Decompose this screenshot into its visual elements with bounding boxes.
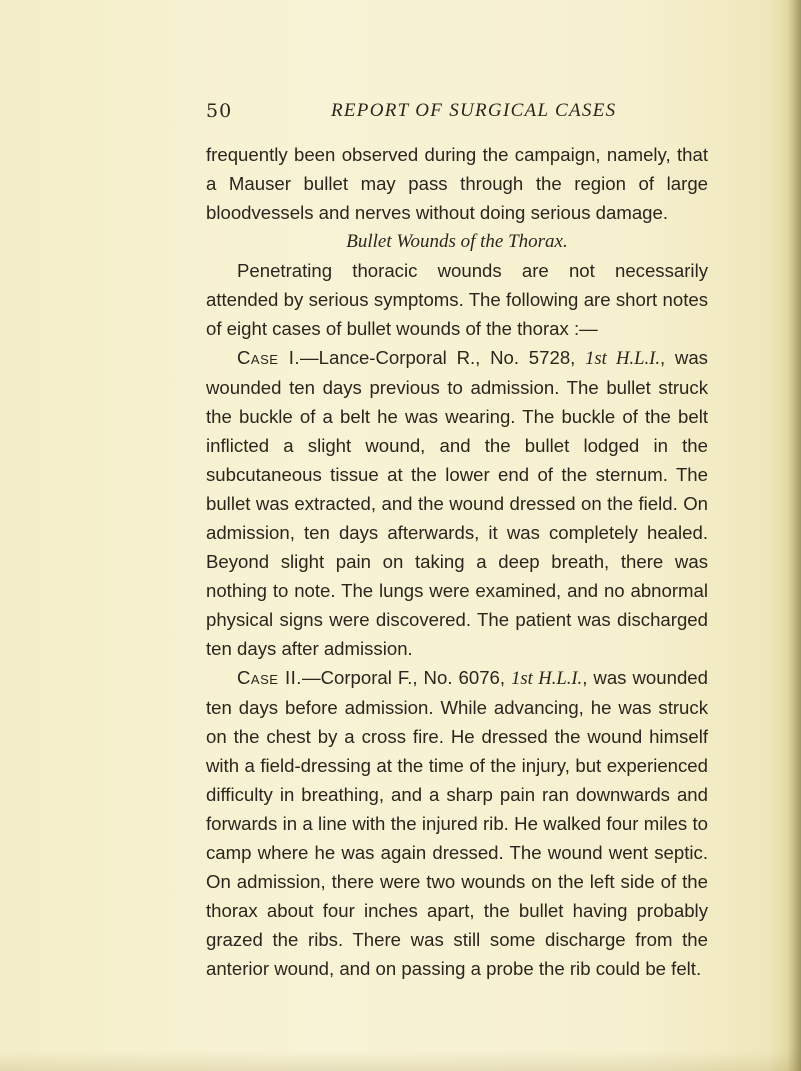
case-2-pre: —Corporal F., No. 6076, xyxy=(301,667,512,688)
case-1-unit: 1st H.L.I. xyxy=(585,348,660,369)
page-number: 50 xyxy=(206,100,233,122)
case-2-label: Case II. xyxy=(237,667,302,688)
case-1-label: Case I. xyxy=(237,347,301,368)
page-edge-shadow xyxy=(787,0,801,1071)
running-head: REPORT OF SURGICAL CASES xyxy=(331,100,617,121)
paragraph-intro-cases: Penetrating thoracic wounds are not necessarily attended by serious symptoms. The following are short notes of eight cases of bullet wounds of the thorax :— xyxy=(206,260,708,339)
paragraph-case-2 xyxy=(206,663,708,983)
page-bottom-shade xyxy=(0,1051,801,1071)
intro-paragraph: frequently been observed during the campaign, namely, that a Mauser bullet may pass through the region of large bloodvessels and nerves without doing serious damage. xyxy=(206,144,708,223)
page-header xyxy=(206,100,746,130)
case-1-pre: —Lance-Corporal R., No. 5728, xyxy=(300,347,586,368)
section-heading: Bullet Wounds of the Thorax. xyxy=(346,231,568,252)
case-2-unit: 1st H.L.I. xyxy=(511,668,583,689)
paragraph-case-1 xyxy=(206,343,708,663)
body-text xyxy=(206,140,708,983)
case-1-text: , was wounded ten days previous to admission. The bullet struck the buckle of a belt he was wearing. The buckle of the belt inflicted a slight wound, and the bullet lodged in the subcutaneous tissue at the lower end of the sternum. The bullet was extracted, and the wound dressed on the field. On admission, ten days afterwards, it was completely healed. Beyond slight pain on taking a deep breath, there was nothing to note. The lungs were examined, and no abnormal physical signs were discovered. The patient was discharged ten days after admission. xyxy=(206,347,708,659)
case-2-text: , was wounded ten days before admission. While advancing, he was struck on the chest by a cross fire. He dressed the wound himself with a field-dressing at the time of the injury, but experienced difficulty in breathing, and a sharp pain ran downwards and forwards in a line with the injured rib. He walked four miles to camp where he was again dressed. The wound went septic. On admission, there were two wounds on the left side of the thorax about four inches apart, the bullet having probably grazed the ribs. There was still some discharge from the anterior wound, and on passing a probe the rib could be felt. xyxy=(206,667,708,979)
